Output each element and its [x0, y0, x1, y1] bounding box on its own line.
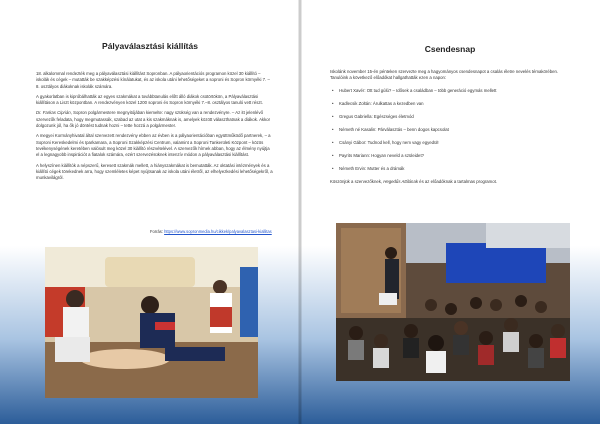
source-link[interactable]: https://www.sopronmedia.hu/cikkek/palyavalasztasi-kiallitas: [164, 229, 272, 234]
assembly-photo: [336, 223, 570, 381]
left-paragraph-3: [36, 110, 274, 129]
speaker-item: • Hubert Xavér: Ott tud gúlú? – Idősek a családban – több generáció egymás mellett: [330, 88, 570, 94]
left-paragraph-5: A helyszínen kiállítók a népszerű, keresett szakmák mellett, a hiányszakmákat is bemutatták. Az oktatási intézmények és a kiállító cégek törekednek arra, hogy szemléletes képet nyújtsanak az iskola utáni életről, az elhelyezkedési lehetőségekről, a munkavilágról.: [36, 162, 273, 181]
speaker-item: • Németh né Kasalin: Párválasztás – benn dogos kapcsolat: [330, 127, 570, 133]
left-article-body: [36, 71, 274, 185]
left-paragraph-2: A gyakorlatban is kipróbálhatták az egyes szakmákat a továbbtanulás előtt álló diákok csütörtökön, a Pályaválasztási kiállításon a Liszt központban. A rendezvényen közel 1200 soproni és Sopron környéki 7.–8. osztályos tanuló vett részt.: [36, 93, 263, 106]
speaker-item: • Németh Ervin: Mutter és a drámák: [330, 166, 570, 172]
speaker-item: • Gregus Gabriella: Egészséges életmód: [330, 114, 570, 120]
right-page-title: Csendesnap: [424, 44, 476, 54]
left-paragraph-1: 18. alkalommal rendezték meg a pályaválasztási kiállítást Sopronban. A pályaorientációs programon közel 30 kiállító – iskolák és cégek – mutatták be szakképzési kínálatukat, és az iskola utáni lehetőségeket a soproni és Sopron környéki 7. – 8. osztályos diákoknak iskolák számára.: [36, 71, 270, 89]
right-article-body: [330, 69, 570, 186]
left-paragraph-4: A megyei Kormányhivatal által szervezett rendezvény ebben az évben is a pályaorientációban együttműködő partnerek, – a Soproni Kereskedelmi és Iparkamara, a Soproni Szakképzési Centrum, valamint a Soproni Tankerületi Központ – közös tevékenységének keretében valósult meg közel 30 kiállító részvételével. A szervezők hírnek abban, hogy az élmény nyújtja el a legnagyobb inspirációt a fiatalok számára, ezért szervezésüknek intenzív módon a pályaválasztási kiállítást.: [36, 133, 271, 158]
speaker-item: • Csányi Gábor: Tudnod kell, hogy nem vagy egyedül!: [330, 140, 570, 146]
closing-name: Hegedűs Attilának: [383, 179, 418, 185]
right-closing: [330, 179, 570, 185]
source-label: Forrás:: [150, 229, 163, 234]
closing-suffix: és az előadóknak a tartalmas programot.: [417, 179, 498, 185]
book-spine: [298, 0, 302, 424]
closing-prefix: Köszönjük a szervezőknek,: [330, 179, 384, 185]
speaker-item: • Payrits Mariann: Hogyan neveld a szüleidet?: [330, 153, 570, 159]
speaker-list: [330, 88, 570, 173]
left-paragraph-3-text: , Sopron polgármestere megnyitójában kiemelte: nagy szükség van a rendezvényre. – Az itt jelenlévő szervezők feladata, hogy megmutassák, szabad az utat a kis szakmáknak is, amelyek között választhatnak a diákok. Akkor dolgozunk jól, ha ők jó döntést tudnak hozni – tette hozzá a polgármester.: [36, 110, 271, 129]
left-page-title: Pályaválasztási kiállítás: [102, 41, 198, 51]
source-line: [150, 229, 272, 234]
exhibition-photo: [45, 247, 258, 398]
speaker-item: • Kadlecsik Zoltán: Árulkattas a kezedben van: [330, 101, 570, 107]
mayor-name: Dr. Farkas Ciprián: [36, 110, 71, 116]
right-intro: Iskolánk november 15-én pénteken szervezte meg a hagyományos csendesnapot a csalás életre nevelés témakörében. Tanulóink a következő előadókat hallgathatták ezen a napon:: [330, 69, 559, 81]
